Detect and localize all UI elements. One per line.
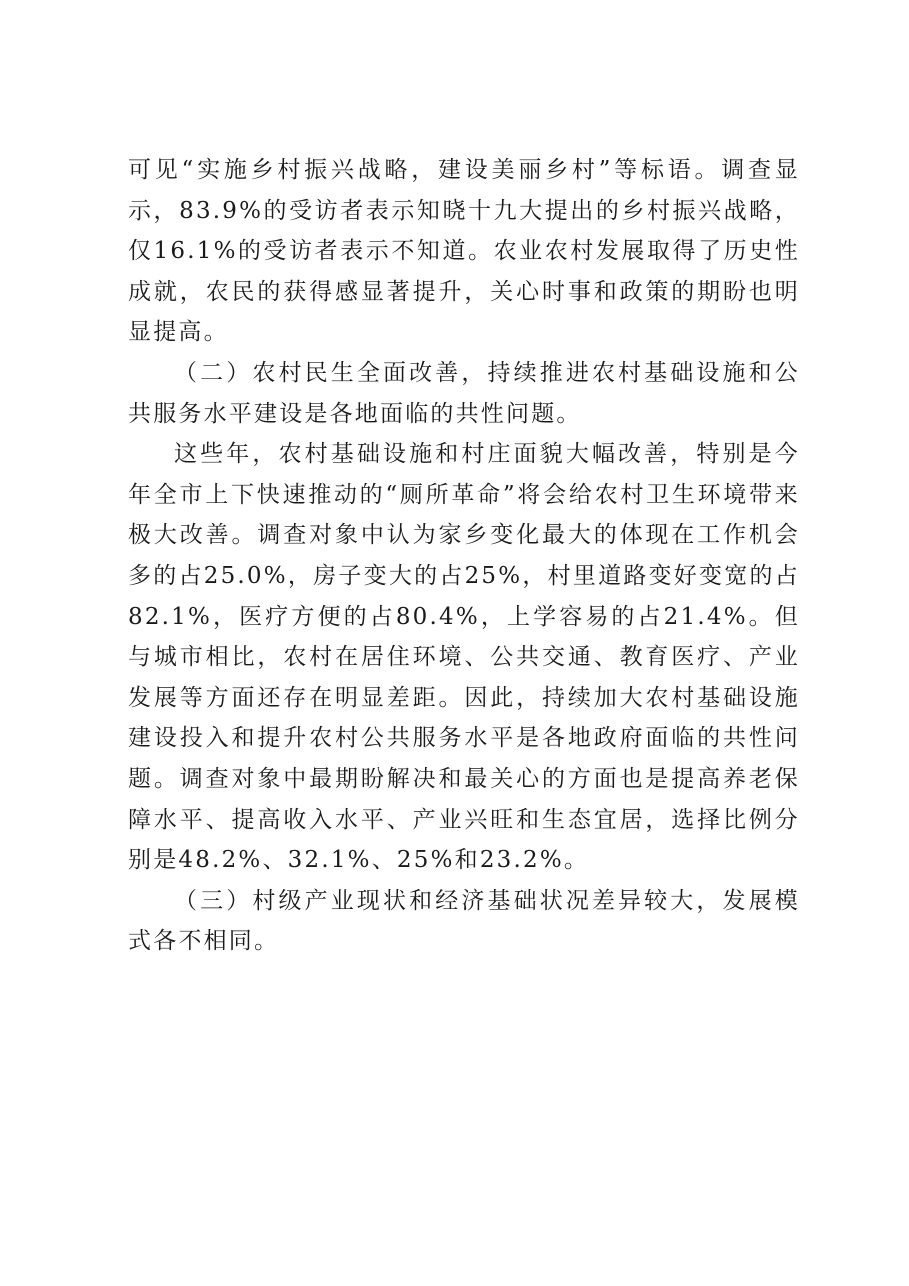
- section-heading-three: （三）村级产业现状和经济基础状况差异较大，发展模式各不相同。: [128, 887, 800, 955]
- section-heading-two: （二）农村民生全面改善，持续推进农村基础设施和公共服务水平建设是各地面临的共性问题。: [128, 359, 800, 427]
- document-body: [128, 150, 800, 962]
- paragraph-infrastructure: 这些年，农村基础设施和村庄面貌大幅改善，特别是今年全市上下快速推动的“厕所革命”将会给农村卫生环境带来极大改善。调查对象中认为家乡变化最大的体现在工作机会多的占25.0%，房子变大的占25%，村里道路变好变宽的占82.1%，医疗方便的占80.4%，上学容易的占21.4%。但与城市相比，农村在居住环境、公共交通、教育医疗、产业发展等方面还存在明显差距。因此，持续加大农村基础设施建设投入和提升农村公共服务水平是各地政府面临的共性问题。调查对象中最期盼解决和最关心的方面也是提高养老保障水平、提高收入水平、产业兴旺和生态宜居，选择比例分别是48.2%、32.1%、25%和23.2%。: [128, 441, 800, 874]
- paragraph-continuation: 可见“实施乡村振兴战略，建设美丽乡村”等标语。调查显示，83.9%的受访者表示知晓十九大提出的乡村振兴战略，仅16.1%的受访者表示不知道。农业农村发展取得了历史性成就，农民的获得感显著提升，关心时事和政策的期盼也明显提高。: [128, 157, 800, 346]
